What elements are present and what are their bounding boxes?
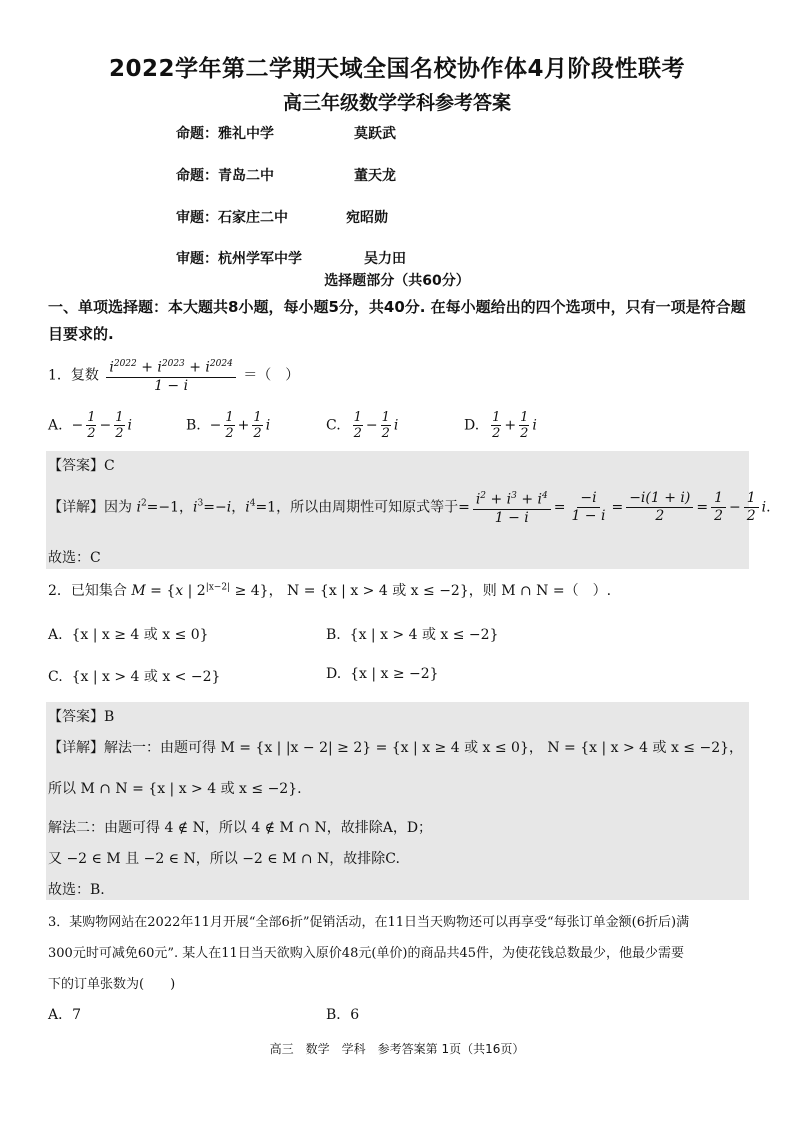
q2-option-b (326, 624, 498, 644)
q2-detail-4: 又 −2 ∈ M 且 −2 ∈ N，所以 −2 ∈ M ∩ N，故排除C. (48, 851, 400, 867)
option-text: 7 (72, 1007, 82, 1023)
q3-option-b (326, 1004, 359, 1024)
author-line-2 (176, 165, 396, 185)
q2-option-d (326, 666, 439, 682)
author-role: 审题：杭州学军中学 (176, 251, 302, 267)
section-heading: 选择题部分（共60分） (324, 273, 470, 289)
option-text: {x | x ≥ −2} (350, 666, 439, 682)
q2-stem: 2．已知集合 M = {x | $2^{|x-2|} \ge 4$}， N = {x | x > 4 或 x ≤ −2}，则 M ∩ N =（ ）. (48, 582, 612, 599)
option-label: A. (48, 417, 63, 434)
q2-solution-box (46, 702, 749, 900)
q2-n-def: N = {x | x > 4 或 x ≤ −2} (287, 583, 469, 599)
q2-prefix: 2．已知集合 (48, 583, 127, 599)
q2-option-a (48, 624, 209, 644)
q1-fraction: $\frac{i^{2022} + i^{2023} + i^{2024}}{1 - i}$ (106, 356, 235, 395)
q1-option-a: A. − $\frac{1}{2}$ − $\frac{1}{2}$ i (48, 410, 132, 441)
q2-answer: 【答案】B (48, 709, 115, 725)
q2-conclusion: 故选：B. (48, 882, 105, 898)
author-role: 命题：青岛二中 (176, 168, 274, 184)
page-footer: 高三 数学 学科 参考答案第 1页（共16页） (269, 1042, 525, 1056)
q3-line-3: 下的订单张数为( ) (48, 977, 176, 992)
q1-stem (48, 356, 299, 395)
part1-heading: 一、单项选择题：本大题共8小题，每小题5分，共40分. 在每小题给出的四个选项中，只有一项是符合题目要求的. (48, 298, 746, 343)
q3-line-1: 3．某购物网站在2022年11月开展“全部6折”促销活动，在11日当天购物还可以再享受“每张订单金额(6折后)满 (48, 915, 690, 930)
option-label: B. (186, 417, 201, 434)
author-name: 吴力田 (364, 251, 406, 267)
q1-conclusion: 故选：C (48, 550, 101, 566)
q1-prefix: 1．复数 (48, 367, 99, 384)
option-label: A． (48, 1007, 73, 1023)
q1-detail-mid: ，所以由周期性可知原式等于 (276, 499, 459, 516)
option-label: D. (326, 666, 342, 682)
q2-detail-1: 【详解】解法一：由题可得 M = {x | |x − 2| ≥ 2} = {x | x ≥ 4 或 x ≤ 0}， N = {x | x > 4 或 x ≤ −2}， (48, 740, 744, 756)
author-role: 审题：石家庄二中 (176, 210, 288, 226)
q3-line-2: 300元时可减免60元”. 某人在11日当天欲购入原价48元(单价)的商品共45件，为使花钱总数最少，他最少需要 (48, 946, 685, 961)
author-name: 董天龙 (354, 168, 396, 184)
option-label: C. (48, 669, 63, 685)
q1-suffix: ＝（ ） (243, 367, 300, 384)
q2-detail-3: 解法二：由题可得 4 ∉ N，所以 4 ∉ M ∩ N，故排除A，D； (48, 820, 433, 836)
q1-detail-prefix: 【详解】因为 (48, 499, 132, 516)
q3-option-a (48, 1004, 81, 1024)
q1-detail: 【详解】因为 $i^2=-1$，$i^3=-i$，$i^4=1$，所以由周期性可知原式等于= $\frac{i^2 + i^3 + i^4}{1 - i}$ = $\frac{-i}{1 - i}$ = $\frac{-i(1 + i)}{2}$ = $\frac{1}{2}$ − $\frac{1}{2}$ i. (48, 489, 771, 526)
author-name: 莫跃武 (354, 126, 396, 142)
q1-option-b: B. − $\frac{1}{2}$ + $\frac{1}{2}$ i (186, 410, 271, 441)
q2-option-c (48, 666, 220, 686)
option-label: C. (326, 417, 341, 434)
document-title: 2022学年第二学期天域全国名校协作体4月阶段性联考 (108, 56, 686, 82)
author-line-1 (176, 123, 396, 143)
q1-option-c: C. $\frac{1}{2}$ − $\frac{1}{2}$ i (326, 410, 399, 441)
option-text: {x | x ≥ 4 或 x ≤ 0} (71, 627, 209, 643)
author-line-4 (176, 248, 406, 268)
option-label: B． (326, 1007, 351, 1023)
q1-option-d: D. $\frac{1}{2}$ + $\frac{1}{2}$ i (464, 410, 537, 441)
option-label: A. (48, 627, 63, 643)
option-text: {x | x > 4 或 x ≤ −2} (349, 627, 499, 643)
option-label: B. (326, 627, 341, 643)
option-text: {x | x > 4 或 x < −2} (71, 669, 221, 685)
option-label: D. (464, 417, 480, 434)
author-role: 命题：雅礼中学 (176, 126, 274, 142)
q1-answer: 【答案】C (48, 458, 115, 474)
document-subtitle: 高三年级数学学科参考答案 (282, 92, 511, 114)
author-line-3 (176, 207, 388, 227)
author-name: 宛昭勋 (346, 210, 388, 226)
q2-suffix: ，则 M ∩ N =（ ）. (468, 583, 612, 599)
option-text: 6 (350, 1007, 360, 1023)
q2-detail-2: 所以 M ∩ N = {x | x > 4 或 x ≤ −2}. (48, 781, 302, 797)
